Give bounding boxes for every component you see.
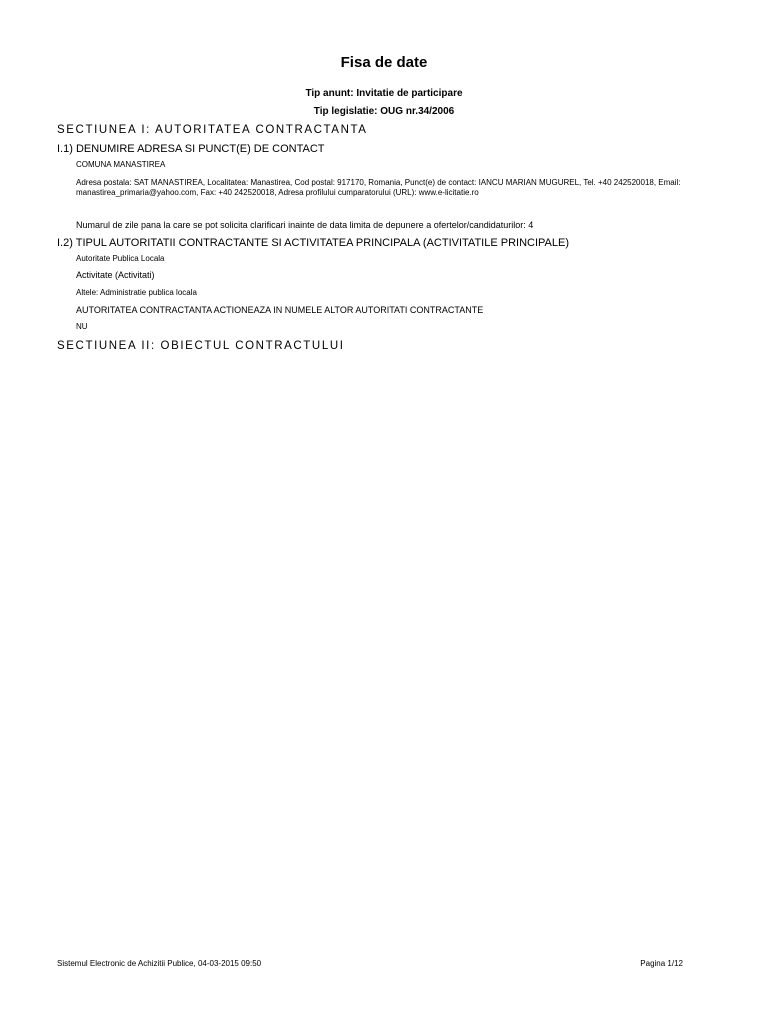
document-title: Fisa de date [340, 54, 428, 71]
activity-label: Activitate (Activitati) [76, 270, 155, 280]
acts-on-behalf-label: AUTORITATEA CONTRACTANTA ACTIONEAZA IN NUMELE ALTOR AUTORITATI CONTRACTANTE [76, 305, 484, 315]
legislation-type: Tip legislatie: OUG nr.34/2006 [313, 106, 455, 117]
clarifications-days: Numarul de zile pana la care se pot solicita clarificari inainte de data limita de depunere a ofertelor/candidaturilor: 4 [76, 220, 534, 230]
authority-type: Autoritate Publica Locala [76, 254, 165, 263]
other-activity: Altele: Administratie publica locala [76, 288, 197, 297]
acts-on-behalf-value: NU [76, 322, 88, 331]
section-1-heading: SECTIUNEA I: AUTORITATEA CONTRACTANTA [57, 124, 368, 136]
subsection-1-1-heading: I.1) DENUMIRE ADRESA SI PUNCT(E) DE CONTACT [57, 143, 325, 155]
subsection-1-2-heading: I.2) TIPUL AUTORITATII CONTRACTANTE SI ACTIVITATEA PRINCIPALA (ACTIVITATILE PRINCIPALE) [57, 237, 569, 249]
section-2-heading: SECTIUNEA II: OBIECTUL CONTRACTULUI [57, 340, 345, 352]
footer-system-info: Sistemul Electronic de Achizitii Publice, 04-03-2015 09:50 [57, 959, 262, 968]
notice-type: Tip anunt: Invitatie de participare [305, 88, 463, 99]
footer-page-number: Pagina 1/12 [640, 959, 683, 968]
contact-address: Adresa postala: SAT MANASTIREA, Localitatea: Manastirea, Cod postal: 917170, Romania, Punct(e) de contact: IANCU MARIAN MUGUREL, Tel. +40 242520018, Email: manastirea_primaria@yahoo.com, Fax: +40 242520018, Adresa profilului cumparatorului (URL): www.e-licitatie.ro [76, 178, 681, 197]
entity-name: COMUNA MANASTIREA [76, 160, 166, 169]
